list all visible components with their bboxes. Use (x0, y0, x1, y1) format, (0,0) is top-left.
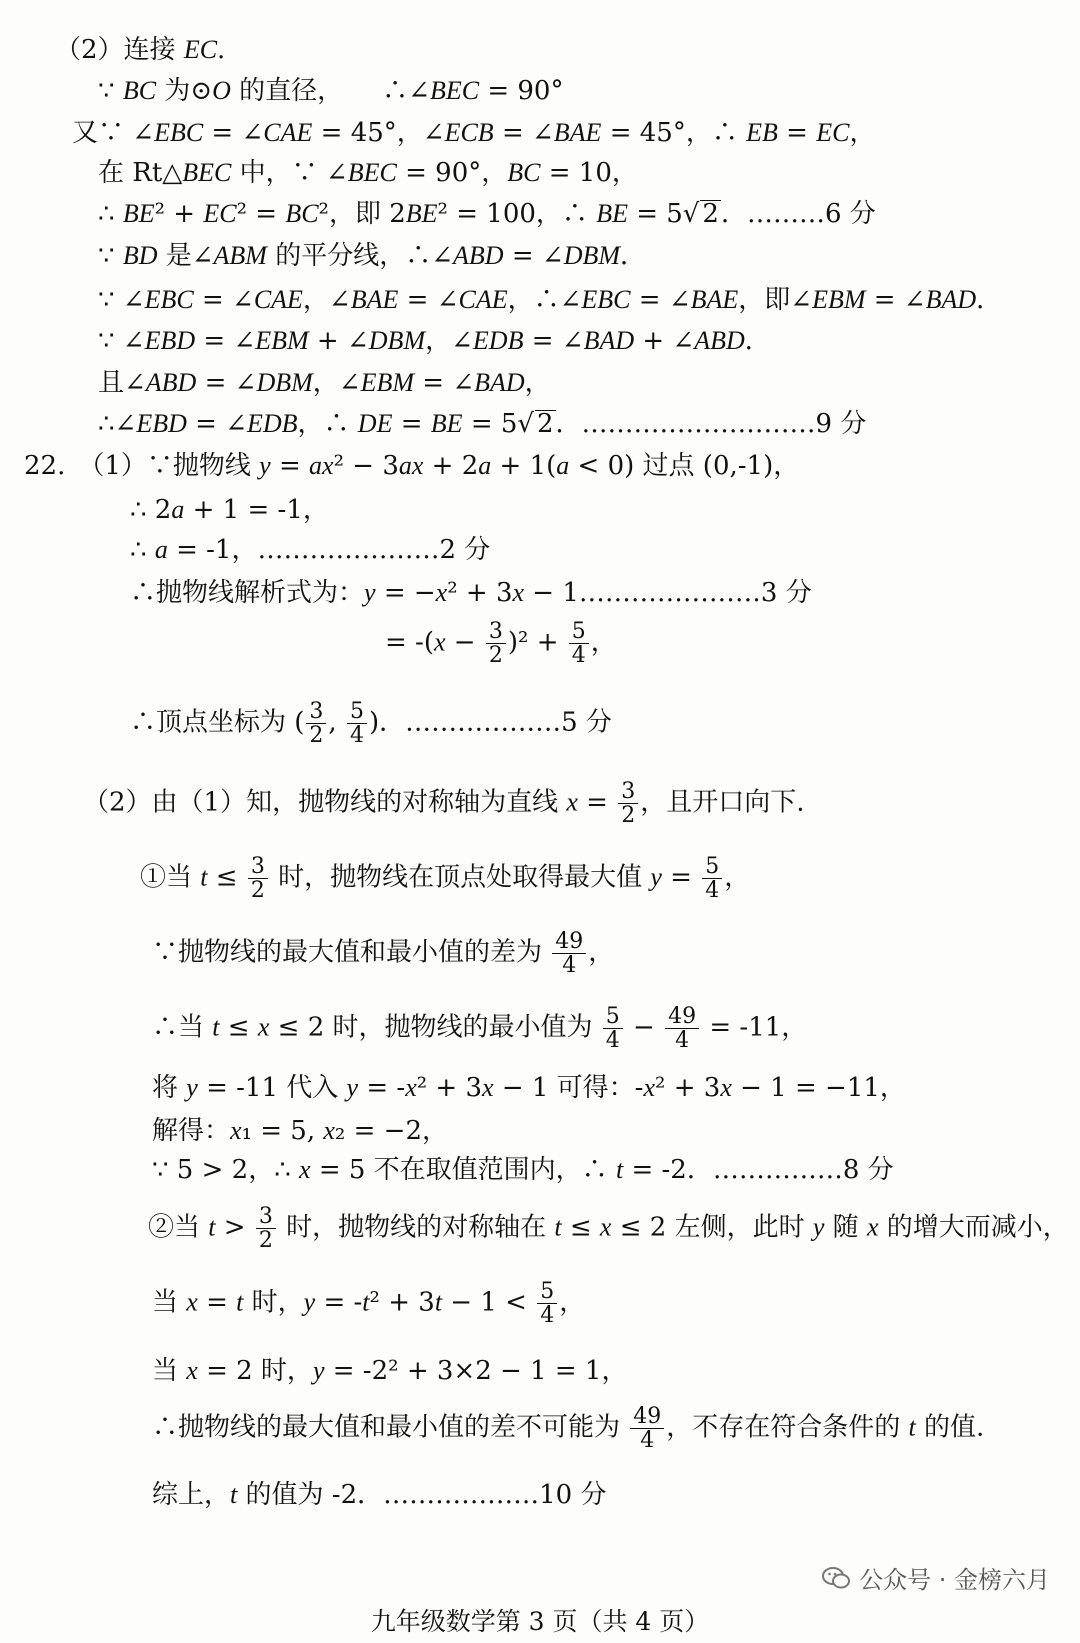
line-19: ∵抛物线的最大值和最小值的差为 $\frac{49}{4}$ ， (152, 929, 615, 979)
line-25: 当 x = t 时，y = -t² + 3t − 1 < $\frac{5}{4}$ ， (152, 1279, 586, 1329)
line-28: 综上，t 的值为 -2．………………10 分 (152, 1480, 607, 1510)
line-11: 22. （1）∵抛物线 y = ax² − 3ax + 2a + 1(a < 0) 过点 (0,-1)， (24, 451, 800, 481)
line-3: 又∵ ∠EBC = ∠CAE = 45°，∠ECB = ∠BAE = 45°，∴ EB = EC， (72, 118, 876, 148)
line-2: ∵ BC 为⊙O 的直径， ∴∠BEC = 90° (98, 76, 564, 106)
watermark (821, 1560, 1050, 1595)
line-16: ∴顶点坐标为 ( $\frac{3}{2}$ , $\frac{5}{4}$ )．………………5 分 (130, 699, 612, 749)
line-14: ∴抛物线解析式为：y = −x² + 3x − 1…………………3 分 (130, 578, 812, 608)
line-10: ∴∠EBD = ∠EDB，∴ DE = BE = 5√ 2．………………………9 分 (98, 409, 867, 439)
line-15: = -(x − $\frac{3}{2}$ )² + $\frac{5}{4}$ ， (385, 619, 617, 669)
line-17: （2）由（1）知，抛物线的对称轴为直线 x = $\frac{3}{2}$ ，且开口向下. (83, 779, 805, 829)
line-20: ∴当 t ≤ x ≤ 2 时，抛物线的最小值为 $\frac{5}{4}$ − $\frac{49}{4}$ = -11， (152, 1004, 808, 1054)
line-4: 在 Rt△BEC 中，∵ ∠BEC = 90°，BC = 10， (98, 158, 638, 188)
wechat-icon (821, 1566, 851, 1590)
line-12: ∴ 2a + 1 = -1， (130, 495, 329, 525)
line-26: 当 x = 2 时，y = -2² + 3×2 − 1 = 1， (152, 1356, 628, 1386)
line-5: ∴ BE² + EC² = BC²，即 2BE² = 100，∴ BE = 5√ 2．………6 分 (98, 199, 876, 229)
line-9: 且∠ABD = ∠DBM，∠EBM = ∠BAD， (98, 368, 551, 398)
line-6: ∵ BD 是∠ABM 的平分线，∴∠ABD = ∠DBM． (98, 241, 647, 271)
line-13: ∴ a = -1，…………………2 分 (130, 535, 491, 565)
line-21: 将 y = -11 代入 y = -x² + 3x − 1 可得：-x² + 3x − 1 = −11， (152, 1073, 906, 1103)
line-18: ①当 t ≤ $\frac{3}{2}$ 时，抛物线在顶点处取得最大值 y = $\frac{5}{4}$ ， (140, 854, 751, 904)
line-22: 解得：x₁ = 5, x₂ = −2， (152, 1116, 448, 1146)
line-23: ∵ 5 > 2，∴ x = 5 不在取值范围内，∴ t = -2．……………8 分 (152, 1155, 894, 1185)
line-1: （2）连接 EC. (55, 35, 226, 65)
line-27: ∴抛物线的最大值和最小值的差不可能为 $\frac{49}{4}$ ，不存在符合条件的 t 的值. (152, 1404, 985, 1454)
line-8: ∵ ∠EBD = ∠EBM + ∠DBM，∠EDB = ∠BAD + ∠ABD． (98, 326, 771, 356)
page-footer: 九年级数学第 3 页（共 4 页） (370, 1607, 710, 1636)
watermark-text: 公众号 · 金榜六月 (859, 1566, 1050, 1594)
line-24: ②当 t > $\frac{3}{2}$ 时，抛物线的对称轴在 t ≤ x ≤ 2 左侧，此时 y 随 x 的增大而减小， (148, 1204, 1069, 1254)
line-7: ∵ ∠EBC = ∠CAE，∠BAE = ∠CAE，∴∠EBC = ∠BAE，即∠EBM = ∠BAD． (98, 285, 1003, 315)
